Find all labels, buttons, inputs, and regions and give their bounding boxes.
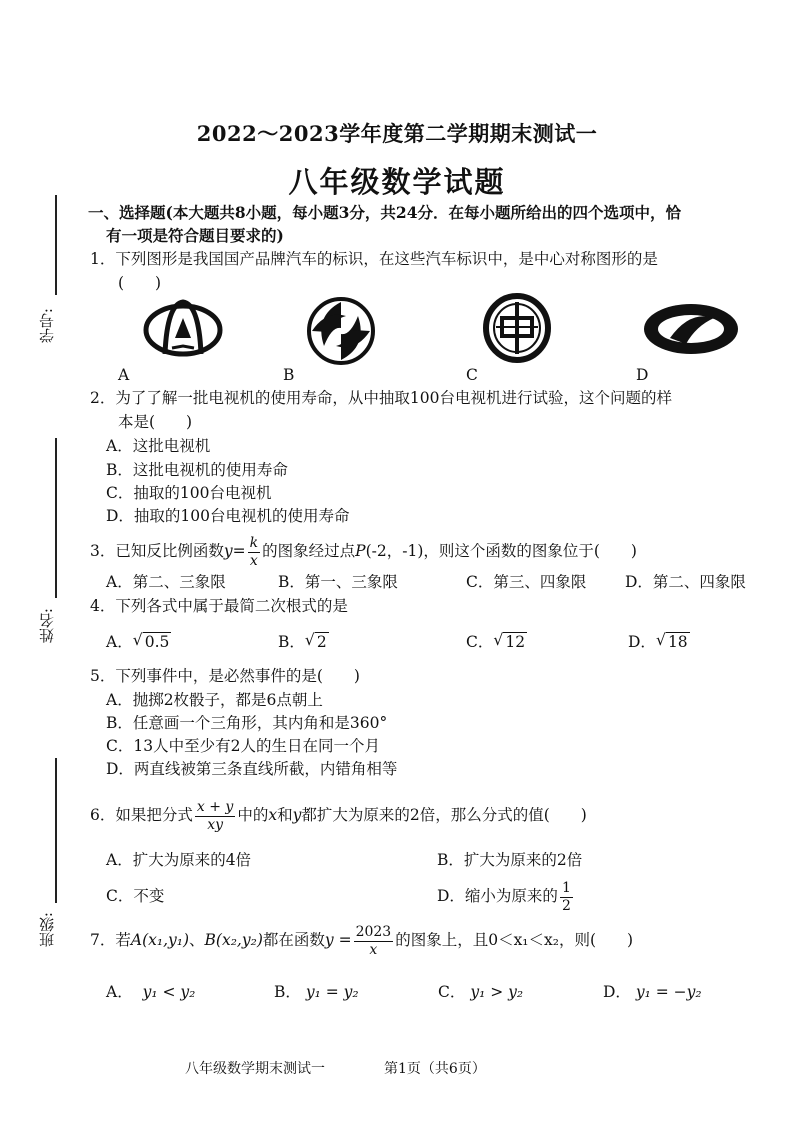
- q7-label-a: A．: [106, 983, 133, 1001]
- q2-option-a: A．这批电视机: [106, 437, 211, 455]
- changan-logo-icon: [640, 300, 742, 358]
- q6-stem: [90, 795, 587, 835]
- q6-option-c: C．不变: [106, 887, 165, 905]
- q3-text-post: 的图象经过点: [262, 542, 356, 560]
- q5-stem: 5．下列事件中，是必然事件的是( ): [90, 667, 360, 685]
- q1-option-c: C: [466, 366, 478, 384]
- q4-label-d: D．: [628, 633, 656, 651]
- q4-radicand-d: 18: [667, 633, 688, 651]
- q2-option-d: D．抽取的100台电视机的使用寿命: [106, 507, 350, 525]
- q4-option-b: [278, 632, 329, 652]
- q6-text-mid2: 和: [277, 806, 293, 824]
- class-label: 班级:: [38, 912, 56, 948]
- q7-text-mid: 都在函数: [262, 931, 325, 949]
- q7-expr-b: y₁ = y₂: [305, 983, 359, 1001]
- q7-frac-num: 2023: [355, 923, 392, 940]
- q2-option-b: B．这批电视机的使用寿命: [106, 461, 288, 479]
- q6-option-d-num: 1: [561, 879, 571, 896]
- q7-option-d: [603, 982, 702, 1002]
- q7-point-b: B(x₂,y₂): [204, 931, 263, 949]
- q7-frac-den: x: [369, 941, 378, 958]
- q7-option-b: [274, 982, 359, 1002]
- dongfeng-logo-icon: [306, 296, 376, 366]
- zhonghua-logo-icon: [482, 292, 552, 364]
- q7-func-lhs: y =: [324, 931, 352, 949]
- q2-option-c: C．抽取的100台电视机: [106, 484, 272, 502]
- q7-option-a: [106, 982, 195, 1002]
- q6-option-b: B．扩大为原来的2倍: [437, 851, 583, 869]
- section-heading-cont: 有一项是符合题目要求的): [106, 226, 284, 245]
- radical-sign: √: [493, 631, 504, 649]
- footer-exam-name: 八年级数学期末测试一: [185, 1061, 325, 1077]
- q4-label-c: C．: [466, 633, 494, 651]
- q7-stem: [90, 920, 633, 960]
- q3-point-name: P: [355, 542, 366, 560]
- q6-var-x: x: [268, 806, 278, 824]
- q3-option-d: D．第二、四象限: [625, 573, 746, 591]
- exam-subject-title: 八年级数学试题: [288, 165, 506, 199]
- radical-sign: √: [304, 631, 315, 649]
- margin-line: [55, 758, 57, 903]
- q1-option-d: D: [636, 366, 649, 384]
- q4-radicand-c: 12: [505, 633, 526, 651]
- q7-separator: 、: [189, 931, 205, 949]
- q6-option-a: A．扩大为原来的4倍: [106, 851, 252, 869]
- q7-option-c: [438, 982, 523, 1002]
- q3-point-coords: (-2，-1)，则这个函数的图象位于( ): [365, 542, 637, 560]
- q7-text-post: 的图象上，且0＜x₁＜x₂，则( ): [395, 931, 634, 949]
- q1-option-a: A: [118, 366, 130, 384]
- q3-frac-num: k: [249, 534, 259, 551]
- q6-text-post: 都扩大为原来的2倍，那么分式的值( ): [301, 806, 587, 824]
- q2-stem: 2．为了了解一批电视机的使用寿命，从中抽取100台电视机进行试验，这个问题的样: [90, 389, 672, 407]
- exam-title: 2022～2023学年度第二学期期末测试一: [196, 121, 598, 146]
- q6-text-mid1: 中的: [237, 806, 269, 824]
- q6-option-d-fraction: [560, 880, 573, 915]
- q3-equals: =: [232, 542, 246, 560]
- q7-label-b: B．: [274, 983, 301, 1001]
- q7-expr-a: y₁ < y₂: [142, 983, 196, 1001]
- q3-var-y: y: [223, 542, 233, 560]
- q6-option-d-den: 2: [561, 897, 571, 914]
- q6-option-d-text: D．缩小为原来的: [437, 887, 558, 905]
- q7-text-pre: 7．若: [90, 931, 131, 949]
- footer-page-number: 第1页（共6页）: [384, 1061, 486, 1077]
- q2-stem-cont: 本是( ): [118, 413, 193, 431]
- q6-frac-num: x + y: [196, 798, 234, 815]
- name-label: 姓名:: [38, 608, 56, 644]
- margin-line: [55, 195, 57, 295]
- q4-option-a: [106, 632, 171, 652]
- q4-label-a: A．: [106, 633, 133, 651]
- q3-text-pre: 3．已知反比例函数: [90, 542, 224, 560]
- q4-option-d: [628, 632, 690, 652]
- q5-option-c: C．13人中至少有2人的生日在同一个月: [106, 737, 380, 755]
- q7-label-c: C．: [438, 983, 466, 1001]
- q3-option-a: A．第二、三象限: [106, 573, 226, 591]
- q7-expr-c: y₁ > y₂: [470, 983, 524, 1001]
- q7-expr-d: y₁ = −y₂: [635, 983, 702, 1001]
- margin-line: [55, 438, 57, 598]
- q4-label-b: B．: [278, 633, 305, 651]
- student-id-label: 学号:: [38, 308, 56, 344]
- q3-fraction: [248, 535, 260, 570]
- q1-stem-cont: ( ): [118, 274, 162, 292]
- q6-var-y: y: [292, 806, 302, 824]
- q4-stem: 4．下列各式中属于最简二次根式的是: [90, 597, 348, 615]
- radical-sign: √: [655, 631, 666, 649]
- q5-option-a: A．抛掷2枚骰子，都是6点朝上: [106, 691, 323, 709]
- q4-radicand-b: 2: [316, 633, 327, 651]
- q3-option-b: B．第一、三象限: [278, 573, 398, 591]
- q6-fraction: [195, 799, 235, 834]
- q6-option-d: [437, 878, 575, 915]
- q4-radicand-a: 0.5: [144, 633, 170, 651]
- q3-option-c: C．第三、四象限: [466, 573, 587, 591]
- q1-stem: 1．下列图形是我国国产品牌汽车的标识，在这些汽车标识中，是中心对称图形的是: [90, 250, 658, 268]
- q7-fraction: [354, 924, 394, 959]
- q7-label-d: D．: [603, 983, 631, 1001]
- q5-option-d: D．两直线被第三条直线所截，内错角相等: [106, 760, 398, 778]
- radical-sign: √: [132, 631, 143, 649]
- chery-logo-icon: [142, 298, 224, 362]
- q6-text-pre: 6．如果把分式: [90, 806, 193, 824]
- q3-frac-den: x: [249, 552, 258, 569]
- q6-frac-den: xy: [207, 816, 223, 833]
- q1-option-b: B: [283, 366, 295, 384]
- q7-point-a: A(x₁,y₁): [130, 931, 190, 949]
- section-heading: 一、选择题(本大题共8小题，每小题3分，共24分．在每小题所给出的四个选项中，恰: [88, 203, 681, 222]
- q5-option-b: B．任意画一个三角形，其内角和是360°: [106, 714, 388, 732]
- q3-stem: [90, 532, 637, 570]
- q4-option-c: [466, 632, 527, 652]
